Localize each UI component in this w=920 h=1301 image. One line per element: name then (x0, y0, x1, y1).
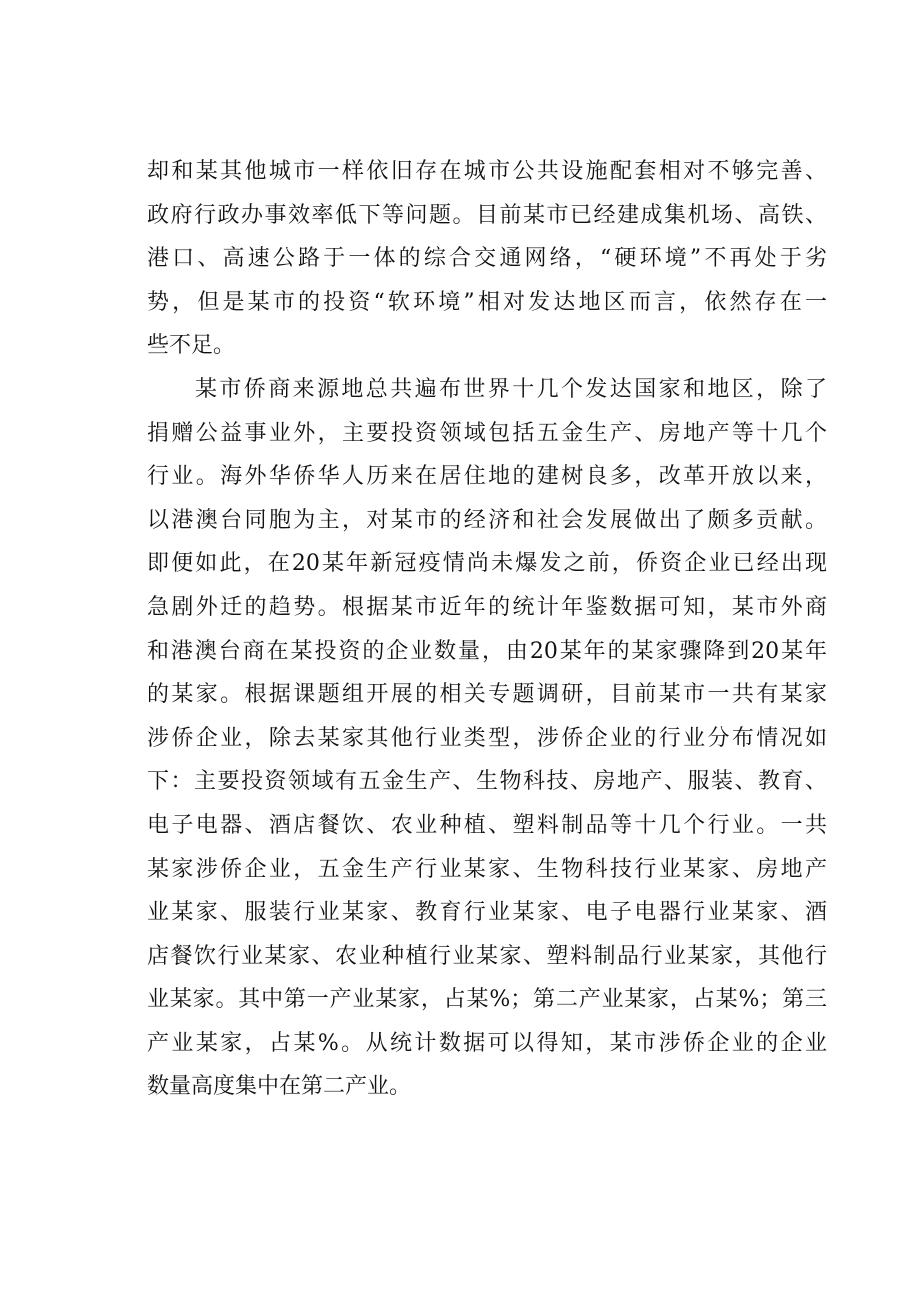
paragraph-line: 产业某家，占某%。从统计数据可以得知，某市涉侨企业的企业 (147, 1030, 827, 1056)
paragraph-line: 即便如此，在20某年新冠疫情尚未爆发之前，侨资企业已经出现 (147, 551, 827, 577)
paragraph-line: 行业。海外华侨华人历来在居住地的建树良多，改革开放以来， (147, 464, 827, 490)
paragraph-line: 某市侨商来源地总共遍布世界十几个发达国家和地区，除了 (195, 376, 827, 402)
paragraph-line: 电子电器、酒店餐饮、农业种植、塑料制品等十几个行业。一共 (147, 812, 827, 838)
paragraph-line: 数量高度集中在第二产业。 (147, 1074, 412, 1100)
paragraph-line: 的某家。根据课题组开展的相关专题调研，目前某市一共有某家 (147, 682, 827, 708)
paragraph-2 (147, 368, 827, 1109)
paragraph-line: 业某家。其中第一产业某家，占某%；第二产业某家，占某%；第三 (147, 987, 827, 1013)
paragraph-line: 以港澳台同胞为主，对某市的经济和社会发展做出了颇多贡献。 (147, 507, 827, 533)
paragraph-line: 却和某其他城市一样依旧存在城市公共设施配套相对不够完善、 (147, 159, 827, 184)
paragraph-line: 某家涉侨企业，五金生产行业某家、生物科技行业某家、房地产 (147, 856, 827, 882)
paragraph-line: 涉侨企业，除去某家其他行业类型，涉侨企业的行业分布情况如 (147, 725, 827, 751)
paragraph-line: 捐赠公益事业外，主要投资领域包括五金生产、房地产等十几个 (147, 420, 827, 446)
document-body (147, 150, 827, 1109)
paragraph-line: 业某家、服装行业某家、教育行业某家、电子电器行业某家、酒 (147, 900, 827, 926)
paragraph-line: 些不足。 (147, 333, 236, 359)
paragraph-line: 和港澳台商在某投资的企业数量，由20某年的某家骤降到20某年 (147, 638, 827, 664)
paragraph-line: 港口、高速公路于一体的综合交通网络，“硬环境”不再处于劣 (147, 246, 827, 272)
paragraph-line: 急剧外迁的趋势。根据某市近年的统计年鉴数据可知，某市外商 (147, 594, 827, 620)
paragraph-line: 下：主要投资领域有五金生产、生物科技、房地产、服装、教育、 (147, 769, 827, 795)
paragraph-1 (147, 150, 827, 368)
paragraph-line: 店餐饮行业某家、农业种植行业某家、塑料制品行业某家，其他行 (147, 943, 827, 969)
paragraph-line: 政府行政办事效率低下等问题。目前某市已经建成集机场、高铁、 (147, 202, 827, 228)
paragraph-line: 势，但是某市的投资“软环境”相对发达地区而言，依然存在一 (147, 289, 827, 315)
